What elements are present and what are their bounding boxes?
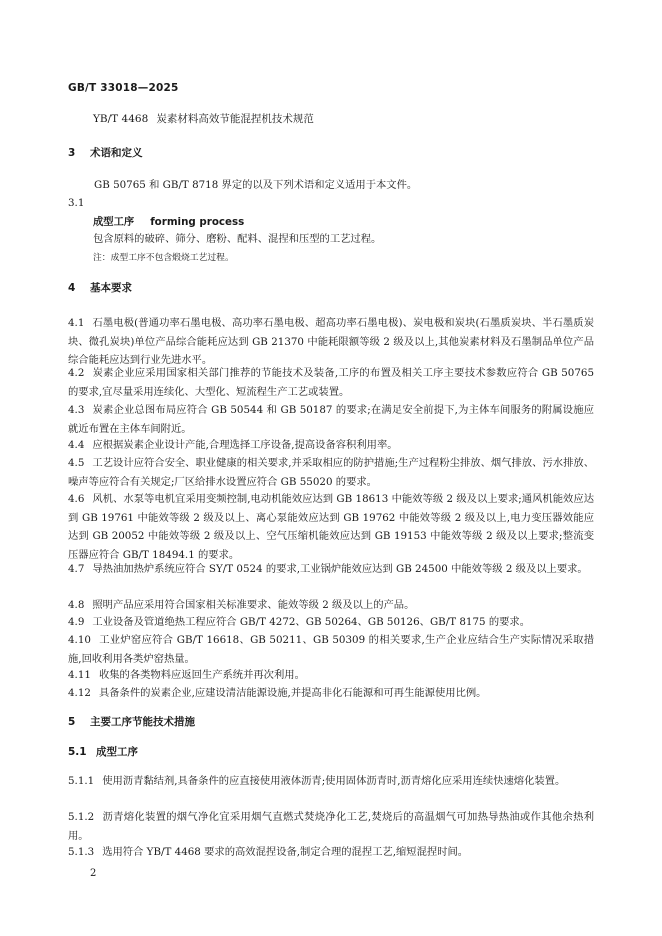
clause-text: 沥青熔化装置的烟气净化宜采用烟气直燃式焚烧净化工艺,焚烧后的高温烟气可加热导热油或作其他余热利用。	[68, 811, 594, 842]
clause-text: 选用符合 YB/T 4468 要求的高效混捏设备,制定合理的混捏工艺,缩短混捏时间。	[102, 846, 469, 858]
clause-4-8	[68, 596, 594, 615]
clause-text: 炭素企业总图布局应符合 GB 50544 和 GB 50187 的要求;在满足安全前提下,为主体车间服务的附属设施应就近布置在主体车间附近。	[68, 404, 594, 435]
clause-number: 4.11	[68, 669, 91, 681]
clause-5-1-1	[68, 772, 594, 791]
clause-number: 4.6	[68, 493, 85, 505]
clause-4-5	[68, 454, 594, 491]
clause-text: 应根据炭素企业设计产能,合理选择工序设备,提高设备容积利用率。	[92, 439, 398, 451]
clause-number: 4.10	[68, 634, 91, 646]
clause-4-7	[68, 560, 594, 579]
term-note: 注：成型工序不包含煅烧工艺过程。	[93, 253, 234, 263]
subsection-title: 成型工序	[96, 746, 138, 758]
document-header: GB/T 33018—2025	[68, 82, 179, 94]
section-title: 主要工序节能技术措施	[90, 716, 195, 728]
clause-number: 5.1.2	[68, 811, 95, 823]
clause-number: 4.3	[68, 404, 85, 416]
reference-code: YB/T 4468	[93, 113, 149, 125]
term-number: 3.1	[68, 197, 85, 209]
section-3-intro: GB 50765 和 GB/T 8718 界定的以及下列术语和定义适用于本文件。	[94, 179, 418, 191]
section-title: 基本要求	[90, 282, 132, 294]
clause-text: 工艺设计应符合安全、职业健康的相关要求,并采取相应的防护措施;生产过程粉尘排放、烟气排放、污水排放、噪声等应符合有关规定;厂区给排水设置应符合 GB 55020 的要求。	[68, 457, 594, 488]
clause-4-2	[68, 364, 594, 401]
clause-text: 照明产品应采用符合国家相关标准要求、能效等级 2 级及以上的产品。	[92, 599, 415, 611]
clause-number: 4.7	[68, 563, 85, 575]
page-number: 2	[90, 868, 97, 879]
clause-4-6	[68, 490, 594, 564]
section-5-heading	[68, 714, 195, 729]
subsection-number: 5.1	[68, 746, 87, 758]
term-chinese: 成型工序	[93, 216, 135, 228]
reference-title: 炭素材料高效节能混捏机技术规范	[156, 113, 314, 125]
clause-number: 4.12	[68, 687, 91, 699]
clause-text: 收集的各类物料应返回生产系统并再次利用。	[98, 669, 305, 681]
section-4-heading	[68, 280, 132, 295]
term-definition: 包含原料的破碎、筛分、磨粉、配料、混捏和压型的工艺过程。	[93, 233, 382, 245]
section-number: 4	[68, 282, 76, 294]
subsection-5-1-heading	[68, 744, 138, 759]
clause-number: 4.1	[68, 317, 85, 329]
reference-entry	[93, 111, 314, 126]
clause-number: 4.8	[68, 599, 85, 611]
section-number: 3	[68, 147, 76, 159]
clause-4-1	[68, 314, 594, 370]
section-number: 5	[68, 716, 76, 728]
term-english: forming process	[150, 216, 245, 228]
clause-text: 风机、水泵等电机宜采用变频控制,电动机能效应达到 GB 18613 中能效等级 2 级及以上要求;通风机能效应达到 GB 19761 中能效等级 2 级及以上、离心泵能效应达到 GB 19762 中能效等级 2 级及以上,电力变压器效能应达到 GB 20052 中能效等级 2 级及以上、空气压缩机能效应达到 GB 19153 中能效等级 2 级及以上要求;整流变压器应符合 GB/T 18494.1 的要求。	[68, 493, 594, 561]
clause-text: 工业炉窑应符合 GB/T 16618、GB 50211、GB 50309 的相关要求,生产企业应结合生产实际情况采取措施,回收利用各类炉窑热量。	[68, 634, 594, 665]
clause-text: 工业设备及管道绝热工程应符合 GB/T 4272、GB 50264、GB 50126、GB/T 8175 的要求。	[92, 616, 531, 628]
section-title: 术语和定义	[90, 147, 143, 159]
clause-number: 4.9	[68, 616, 85, 628]
clause-text: 具备条件的炭素企业,应建设清洁能源设施,并提高非化石能源和可再生能源使用比例。	[98, 687, 487, 699]
section-3-heading	[68, 145, 143, 160]
clause-4-9	[68, 613, 594, 632]
clause-number: 4.2	[68, 367, 85, 379]
clause-number: 4.5	[68, 457, 85, 469]
clause-text: 炭素企业应采用国家相关部门推荐的节能技术及装备,工序的布置及相关工序主要技术参数应符合 GB 50765 的要求,宜尽量采用连续化、大型化、短流程生产工艺或装置。	[68, 367, 594, 398]
clause-text: 石墨电极(普通功率石墨电极、高功率石墨电极、超高功率石墨电极)、炭电极和炭块(石墨质炭块、半石墨质炭块、微孔炭块)单位产品综合能耗应达到 GB 21370 中能耗限额等级 2 级及以上,其他炭素材料及石墨制品单位产品综合能耗应达到行业先进水平。	[68, 317, 594, 367]
clause-5-1-2	[68, 808, 594, 845]
clause-4-4	[68, 436, 594, 455]
clause-text: 使用沥青黏结剂,具备条件的应直接使用液体沥青;使用固体沥青时,沥青熔化应采用连续快速熔化装置。	[102, 775, 566, 787]
clause-5-1-3	[68, 843, 594, 862]
clause-number: 5.1.3	[68, 846, 95, 858]
clause-4-12	[68, 684, 594, 703]
term-heading	[93, 213, 244, 228]
clause-4-10	[68, 631, 594, 668]
clause-4-11	[68, 666, 594, 685]
clause-4-3	[68, 401, 594, 438]
clause-number: 4.4	[68, 439, 85, 451]
clause-number: 5.1.1	[68, 775, 95, 787]
clause-text: 导热油加热炉系统应符合 SY/T 0524 的要求,工业锅炉能效应达到 GB 24500 中能效等级 2 级及以上要求。	[92, 563, 588, 575]
